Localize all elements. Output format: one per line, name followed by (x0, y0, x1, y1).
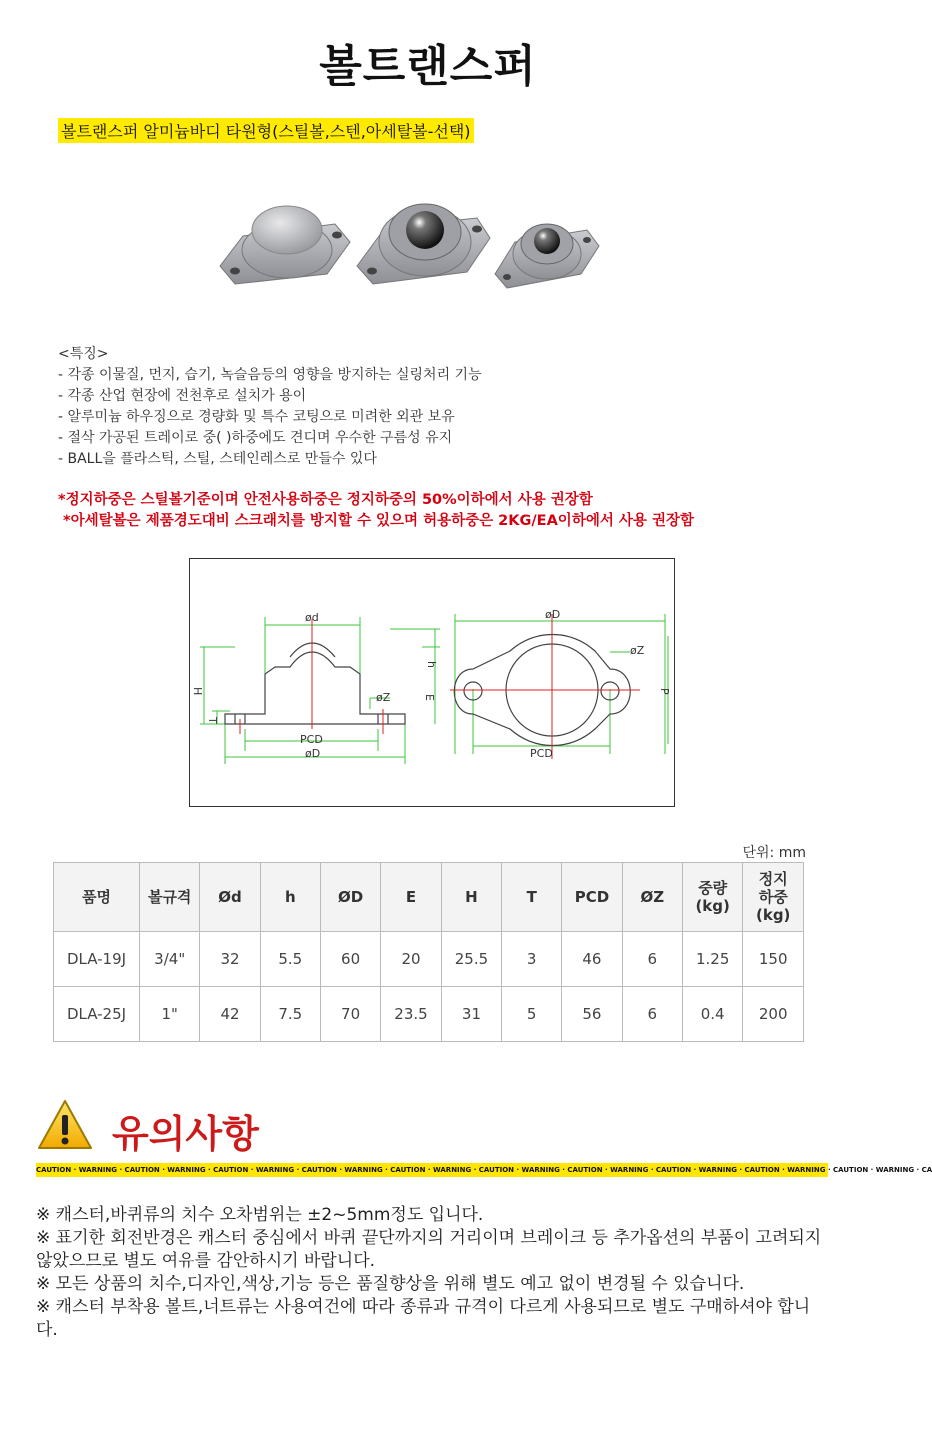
features-heading: <특징> (58, 346, 109, 362)
col-header: H (441, 863, 501, 932)
dim-label-pcd-right: PCD (530, 747, 553, 760)
table-cell: 0.4 (682, 987, 742, 1042)
ball-transfer-unit-1 (220, 206, 350, 284)
caution-line: ※ 모든 상품의 치수,디자인,색상,기능 등은 품질향상을 위해 별도 예고 없이 변경될 수 있습니다. (36, 1274, 745, 1294)
feature-item: - 각종 산업 현장에 전천후로 설치가 용이 (58, 388, 307, 404)
caution-line: ※ 캐스터,바퀴류의 치수 오차범위는 ±2~5mm정도 입니다. (36, 1205, 484, 1225)
table-cell: 3/4" (139, 932, 199, 987)
table-cell: DLA-25J (54, 987, 140, 1042)
caution-notes (36, 1204, 826, 1342)
table-cell: 60 (320, 932, 380, 987)
dim-label-T: T (206, 717, 219, 724)
table-cell: 46 (562, 932, 622, 987)
table-header-row (54, 863, 804, 932)
dim-label-oz-right: øZ (630, 644, 645, 657)
table-row (54, 987, 804, 1042)
table-cell: 5 (502, 987, 562, 1042)
dim-label-pcd-left: PCD (300, 733, 323, 746)
load-notes (58, 490, 694, 532)
feature-item: - 절삭 가공된 트레이로 중( )하중에도 견디며 우수한 구름성 유지 (58, 430, 453, 446)
feature-item: - 알루미늄 하우징으로 경량화 및 특수 코팅으로 미려한 외관 보유 (58, 409, 455, 425)
unit-label: 단위: mm (742, 845, 806, 861)
caution-line: ※ 표기한 회전반경은 캐스터 중심에서 바퀴 끝단까지의 거리이며 브레이크 등 추가옵션의 부품이 고려되지 않았으므로 별도 여유를 감안하시기 바랍니다. (36, 1228, 822, 1271)
dim-label-od-left: øD (305, 747, 321, 760)
table-cell: 25.5 (441, 932, 501, 987)
table-cell: 6 (622, 987, 682, 1042)
table-cell: 150 (743, 932, 804, 987)
caution-line: ※ 캐스터 부착용 볼트,너트류는 사용여건에 따라 종류과 규격이 다르게 사용되므로 별도 구매하셔야 합니다. (36, 1297, 811, 1340)
table-cell: 1" (139, 987, 199, 1042)
page-title: 볼트랜스퍼 (319, 41, 537, 92)
table-cell: 200 (743, 987, 804, 1042)
table-cell: 31 (441, 987, 501, 1042)
col-header: h (260, 863, 320, 932)
dim-label-oz-left: øZ (376, 691, 391, 704)
ball-transfer-unit-3 (495, 224, 599, 288)
table-cell: 32 (200, 932, 260, 987)
col-header: PCD (562, 863, 622, 932)
table-cell: 5.5 (260, 932, 320, 987)
col-header: 품명 (54, 863, 140, 932)
table-cell: 70 (320, 987, 380, 1042)
dim-label-od-small: ød (305, 611, 319, 624)
product-subtitle: 볼트랜스퍼 알미늄바디 타원형(스틸볼,스텐,아세탈볼-선택) (58, 118, 474, 143)
table-cell: 3 (502, 932, 562, 987)
table-cell: DLA-19J (54, 932, 140, 987)
col-header: T (502, 863, 562, 932)
col-header: 정지 하중 (kg) (743, 863, 804, 932)
col-header: 볼규격 (139, 863, 199, 932)
spec-table (53, 862, 804, 1042)
dim-label-E: E (423, 694, 436, 701)
dim-label-P: P (658, 688, 671, 695)
caution-title: 유의사항 (112, 1112, 259, 1156)
feature-item: - 각종 이물질, 먼지, 습기, 녹슬음등의 영향을 방지하는 실링처리 기능 (58, 367, 482, 383)
load-note: *아세탈볼은 제품경도대비 스크래치를 방지할 수 있으며 허용하중은 2KG/EA이하에서 사용 권장함 (58, 513, 694, 529)
table-cell: 7.5 (260, 987, 320, 1042)
technical-drawing (189, 558, 675, 807)
col-header: Ød (200, 863, 260, 932)
table-cell: 6 (622, 932, 682, 987)
table-cell: 23.5 (381, 987, 441, 1042)
col-header: ØD (320, 863, 380, 932)
feature-item: - BALL을 플라스틱, 스틸, 스테인레스로 만들수 있다 (58, 451, 377, 467)
table-cell: 20 (381, 932, 441, 987)
table-cell: 1.25 (682, 932, 742, 987)
product-photo (215, 178, 605, 308)
table-cell: 42 (200, 987, 260, 1042)
col-header: E (381, 863, 441, 932)
col-header: 중량 (kg) (682, 863, 742, 932)
table-row (54, 932, 804, 987)
caution-strip: CAUTION · WARNING · CAUTION · WARNING · CAUTION · WARNING · CAUTION · WARNING · CAUTION · WARNING · CAUTION · WARNING · CAUTION · WARNING · CAUTION · WARNING · CAUTION · WARNING · CAUTION · WARNING · CA (36, 1163, 828, 1177)
dim-label-h: h (425, 661, 438, 668)
warning-icon (36, 1098, 94, 1152)
table-cell: 56 (562, 987, 622, 1042)
ball-transfer-unit-2 (357, 204, 490, 284)
features-section (58, 344, 482, 470)
dim-label-H: H (191, 687, 204, 696)
col-header: ØZ (622, 863, 682, 932)
load-note: *정지하중은 스틸볼기준이며 안전사용하중은 정지하중의 50%이하에서 사용 권장함 (58, 492, 593, 508)
dim-label-od-top: øD (545, 608, 561, 621)
